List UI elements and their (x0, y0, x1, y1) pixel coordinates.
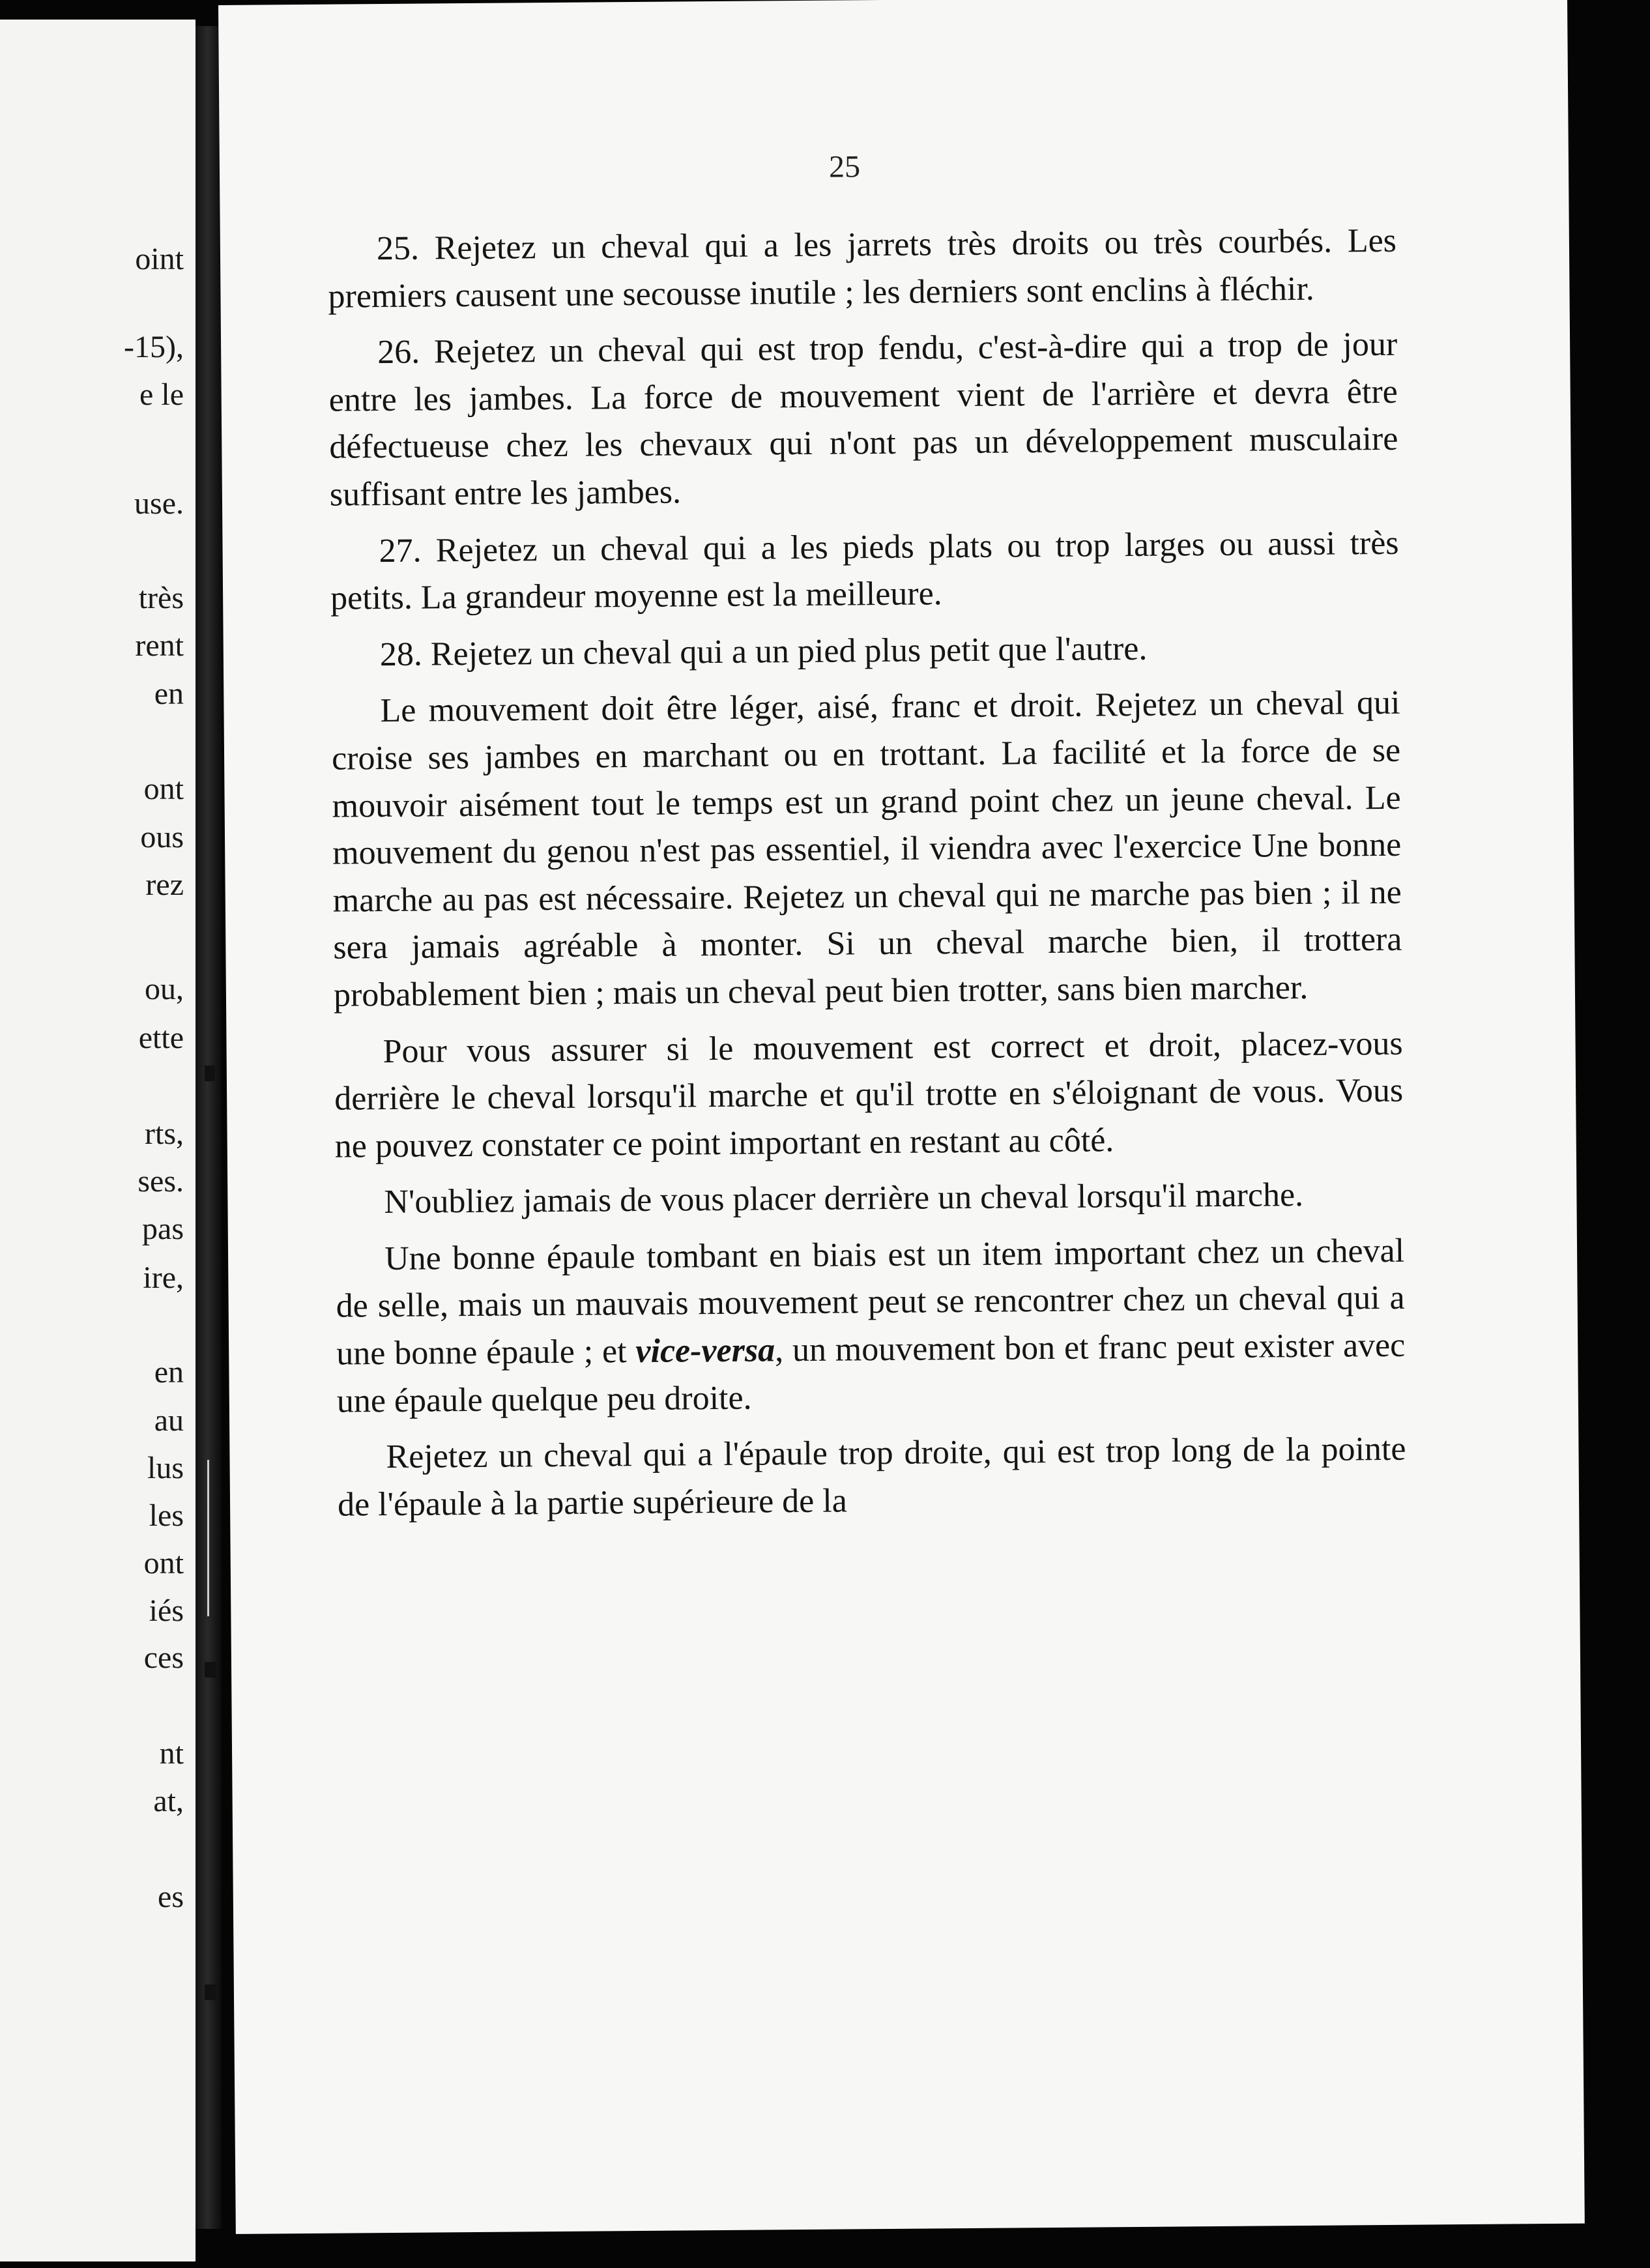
left-page-line-fragment: nt (159, 1736, 184, 1771)
paragraph-epaule-droite: Rejetez un cheval qui a l'épaule trop droite, qui est trop long de la pointe de l'épaule à la partie supérieure de la (337, 1431, 1406, 1524)
binding-thread (207, 1460, 209, 1616)
left-page-line-fragment: ont (143, 1546, 184, 1580)
left-page-line-fragment: rez (145, 867, 184, 902)
left-page-line-fragment: au (154, 1403, 184, 1438)
left-page-line-fragment: rent (135, 628, 184, 663)
left-page-line-fragment: lus (147, 1451, 184, 1485)
left-page-line-fragment: pas (142, 1212, 184, 1246)
binding-mark (205, 1984, 216, 2000)
left-page-line-fragment: oint (135, 242, 184, 276)
left-page-line-fragment: use. (134, 486, 184, 521)
left-page-line-fragment: es (158, 1880, 184, 1914)
left-page (0, 20, 195, 2261)
paragraph-epaule-start: Une bonne épaule tombant en biais est un item important chez un cheval de selle, mais un mauvais mouvement peut se rencontrer chez un cheval qui a une bonne épaule ; et (336, 1232, 1405, 1373)
left-page-line-fragment: at, (153, 1784, 184, 1818)
left-page-line-fragment: ou, (145, 972, 184, 1006)
binding-mark (205, 1662, 216, 1678)
left-page-line-fragment: ire, (143, 1260, 184, 1295)
paragraph-epaule-end: , un mouvement bon et franc peut exister avec une épaule quelque peu droite. (336, 1326, 1406, 1420)
left-page-line-fragment: ses. (138, 1164, 184, 1199)
paragraph-epaule (336, 1228, 1406, 1425)
paragraph-25: 25. Rejetez un cheval qui a les jarrets très droits ou très courbés. Les premiers causent une secousse inutile ; les derniers sont enclins à fléchir. (328, 222, 1397, 315)
paragraph-assurer: Pour vous assurer si le mouvement est correct et droit, placez-vous derrière le cheval lorsqu'il marche et qu'il trotte en s'éloignant de vous. Vous ne pouvez constater ce point important en restant au côté. (334, 1025, 1404, 1165)
left-page-line-fragment: très (138, 581, 184, 615)
left-page-line-fragment: les (149, 1498, 184, 1533)
left-page-line-fragment: en (154, 1355, 184, 1389)
left-page-line-fragment: iés (149, 1593, 184, 1628)
paragraph-oubliez: N'oubliez jamais de vous placer derrière un cheval lorsqu'il marche. (384, 1176, 1304, 1221)
left-page-line-fragment: e le (139, 377, 184, 412)
paragraph-27: 27. Rejetez un cheval qui a les pieds plats ou trop larges ou aussi très petits. La grandeur moyenne est la meilleure. (330, 524, 1399, 617)
binding-mark (205, 1066, 215, 1081)
page-text-body (328, 218, 1407, 1538)
emphasis-vice-versa: vice-versa (635, 1331, 775, 1371)
book-gutter (195, 26, 222, 2229)
left-page-line-fragment: en (154, 676, 184, 711)
page-number: 25 (828, 149, 861, 184)
left-page-line-fragment: ont (143, 772, 184, 806)
left-page-line-fragment: ette (138, 1021, 184, 1055)
left-page-line-fragment: -15), (124, 330, 184, 364)
left-page-line-fragment: rts, (145, 1116, 184, 1151)
left-page-line-fragment: ous (140, 820, 184, 854)
paragraph-movement: Le mouvement doit être léger, aisé, franc et droit. Rejetez un cheval qui croise ses jambes en marchant ou en trottant. La facilité et la force de se mouvoir aisément tout le temps est un grand point chez un jeune cheval. Le mouvement du genou n'est pas essentiel, il viendra avec l'exercice Une bonne marche au pas est nécessaire. Rejetez un cheval qui ne marche pas bien ; il ne sera jamais agréable à monter. Si un cheval marche bien, il trottera probablement bien ; mais un cheval peut bien trotter, sans bien marcher. (331, 684, 1402, 1014)
paragraph-26: 26. Rejetez un cheval qui est trop fendu, c'est-à-dire qui a trop de jour entre les jambes. La force de mouvement vient de l'arrière et devra être défectueuse chez les chevaux qui n'ont pas un développement musculaire suffisant entre les jambes. (328, 325, 1398, 514)
paragraph-28: 28. Rejetez un cheval qui a un pied plus petit que l'autre. (379, 630, 1148, 673)
right-page (218, 0, 1585, 2234)
left-page-line-fragment: ces (143, 1640, 184, 1675)
